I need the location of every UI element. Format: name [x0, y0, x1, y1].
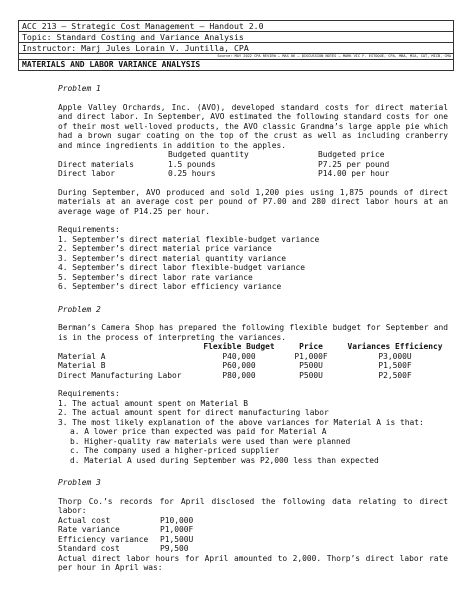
- table-cell: P9,500: [160, 544, 189, 553]
- table-header-cell: Price: [299, 342, 323, 351]
- table-cell: P3,000U: [378, 351, 412, 361]
- table-cell: P500U: [299, 361, 323, 370]
- table-header-cell: Flexible Budget: [203, 342, 275, 351]
- table-cell: P14.00 per hour: [318, 169, 390, 178]
- choice-item: d. Material A used during September was P2,000 less than expected: [70, 455, 379, 465]
- document-body: [18, 84, 454, 573]
- table-header-cell: Variances Efficiency: [347, 342, 443, 351]
- table-header-cell: [58, 342, 198, 352]
- table-cell: Actual cost: [58, 515, 111, 525]
- table-header-cell: [58, 150, 168, 160]
- choice-item: b. Higher-quality raw materials were used than were planned: [70, 436, 351, 446]
- problem-1-title: Problem 1: [58, 84, 101, 93]
- list-item: 3. The most likely explanation of the above variances for Material A is that:: [58, 417, 424, 427]
- table-row: [58, 516, 193, 526]
- list-item: 2. The actual amount spent for direct manufacturing labor: [58, 408, 329, 417]
- table-cell: P500U: [299, 370, 323, 380]
- problem-2-requirements: [58, 399, 448, 466]
- table-header-cell: Budgeted quantity: [168, 150, 249, 159]
- table-row: [58, 544, 193, 554]
- course-title: ACC 213 – Strategic Cost Management – Handout 2.0: [19, 21, 453, 32]
- table-cell: Direct materials: [58, 159, 135, 169]
- list-item: 6. September’s direct labor efficiency variance: [58, 282, 282, 291]
- section-title: MATERIALS AND LABOR VARIANCE ANALYSIS: [22, 60, 201, 69]
- table-cell: Efficiency variance: [58, 534, 149, 544]
- table-cell: P80,000: [222, 370, 256, 380]
- handout-header: [18, 20, 454, 71]
- table-cell: P1,500U: [160, 534, 194, 544]
- list-item: 5. September’s direct labor rate variance: [58, 272, 253, 282]
- table-cell: P10,000: [160, 515, 194, 525]
- table-cell: P7.25 per pound: [318, 159, 390, 169]
- table-row: [58, 535, 193, 545]
- table-header-row: [58, 150, 389, 160]
- labor-data-table: [58, 516, 193, 554]
- flexible-budget-table: [58, 342, 448, 380]
- table-row: [58, 361, 448, 371]
- table-cell: P1,500F: [378, 361, 412, 370]
- choice-item: c. The company used a higher-priced supplier: [70, 446, 280, 455]
- problem-3-title: Problem 3: [58, 478, 101, 487]
- table-cell: P40,000: [222, 351, 256, 361]
- list-item: 3. September’s direct material quantity variance: [58, 253, 287, 263]
- problem-1-facts: During September, AVO produced and sold 1,200 pies using 1,875 pounds of direct materials at an average cost per pound of P7.00 and 280 direct labor hours at an average wage of P14.25 per hour.: [58, 187, 448, 216]
- table-cell: Rate variance: [58, 525, 120, 534]
- table-header-cell: Budgeted price: [318, 150, 385, 159]
- list-item: 1. September’s direct material flexible-budget variance: [58, 234, 320, 244]
- table-cell: P1,000F: [160, 525, 194, 534]
- table-row: [58, 169, 389, 179]
- standard-cost-table: [58, 150, 389, 179]
- table-cell: P60,000: [222, 361, 256, 370]
- list-item: 1. The actual amount spent on Material B: [58, 398, 249, 408]
- table-cell: Direct labor: [58, 169, 116, 178]
- table-row: [58, 352, 448, 362]
- source-line: Source: MAY 2022 CPA REVIEW – MAS 06 – DISCUSSION NOTES – MARK VIC F. ESTOQUE, CPA, MBA, MIA, CAT, MICB, CMA: [19, 54, 453, 60]
- handout-page: [18, 20, 454, 573]
- table-row: [58, 160, 389, 170]
- problem-1-intro: Apple Valley Orchards, Inc. (AVO), developed standard costs for direct material and direct labor. In September, AVO estimated the following standard costs for one of their most well-loved products, the AVO classic Grandma’s large apple pie which had a brown sugar coating on the top of the crust as well as including cranberry and mince ingredients in addition to the apples.: [58, 102, 448, 150]
- table-cell: Direct Manufacturing Labor: [58, 370, 182, 380]
- table-cell: 0.25 hours: [168, 169, 216, 178]
- table-cell: 1.5 pounds: [168, 159, 216, 169]
- problem-3-closing: Actual direct labor hours for April amounted to 2,000. Thorp’s direct labor rate per hour in April was:: [58, 553, 448, 572]
- table-cell: Material B: [58, 361, 106, 370]
- table-header-row: [58, 342, 448, 352]
- problem-1-requirements: [58, 235, 448, 292]
- list-item: 4. September’s direct labor flexible-budget variance: [58, 263, 306, 272]
- table-cell: P2,500F: [378, 370, 412, 380]
- table-row: [58, 525, 193, 535]
- problem-3-intro: Thorp Co.’s records for April disclosed the following data relating to direct labor:: [58, 496, 448, 515]
- requirements-label: Requirements:: [58, 225, 120, 234]
- choice-item: a. A lower price than expected was paid for Material A: [70, 427, 327, 436]
- table-cell: Standard cost: [58, 544, 120, 553]
- instructor-line: Instructor: Marj Jules Lorain V. Juntilla, CPA: [19, 43, 453, 54]
- table-row: [58, 371, 448, 381]
- requirements-label: Requirements:: [58, 389, 120, 398]
- topic-line: Topic: Standard Costing and Variance Analysis: [19, 32, 453, 43]
- list-item: 2. September’s direct material price variance: [58, 244, 272, 253]
- problem-2-intro: Berman’s Camera Shop has prepared the following flexible budget for September and is in the process of interpreting the variances.: [58, 323, 448, 342]
- table-cell: Material A: [58, 351, 106, 361]
- problem-2-title: Problem 2: [58, 304, 101, 314]
- table-cell: P1,000F: [294, 351, 328, 361]
